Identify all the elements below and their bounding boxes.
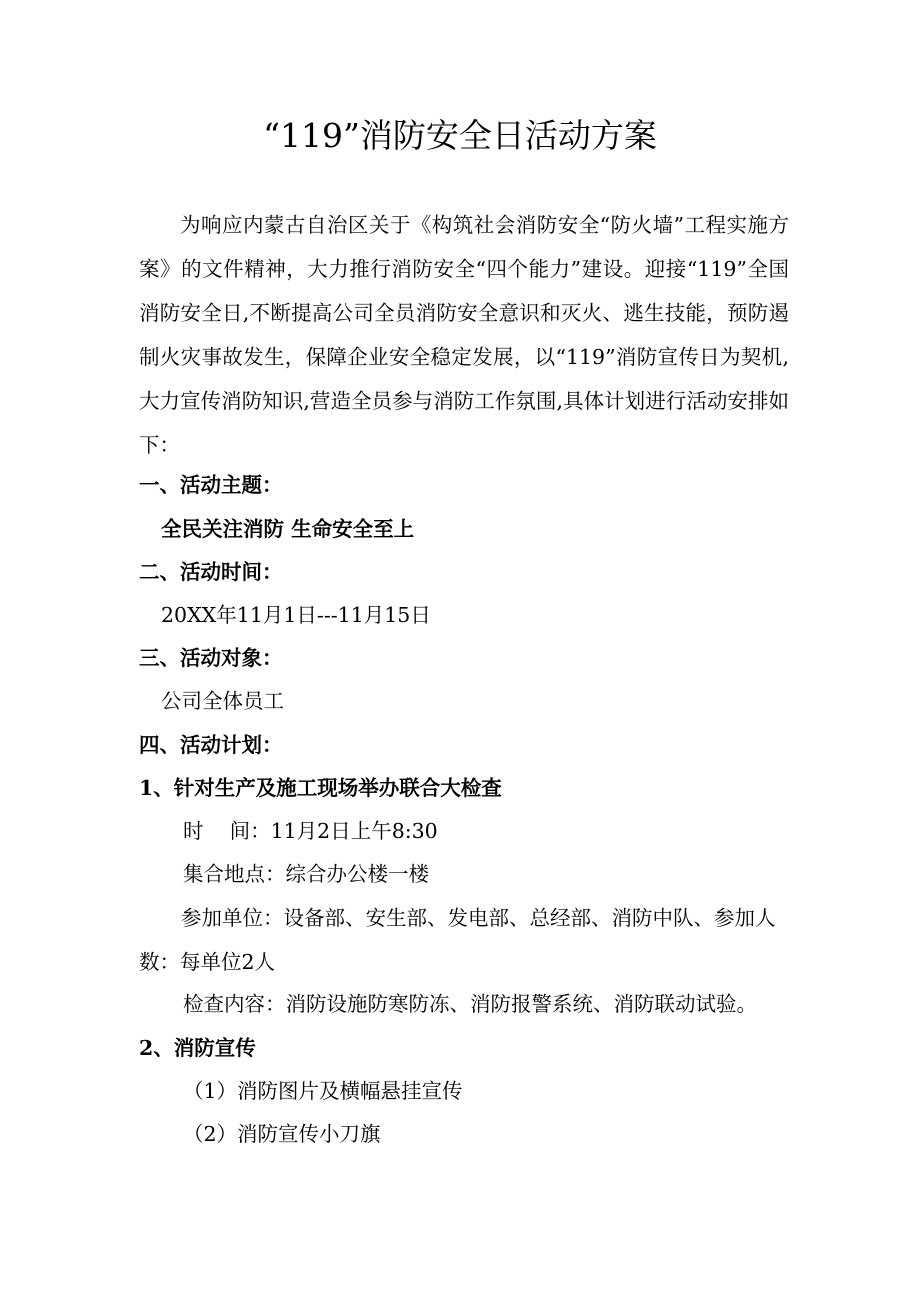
inspection-units: 参加单位：设备部、安生部、发电部、总经部、消防中队、参加人数：每单位2人 (139, 906, 776, 974)
time-content: 20XX年11月1日---11月15日 (161, 603, 431, 627)
plan-item-publicity-heading: 2、消防宣传 (139, 1036, 256, 1060)
publicity-sub-item-1: （1）消防图片及横幅悬挂宣传 (183, 1079, 463, 1103)
inspection-location: 集合地点：综合办公楼一楼 (183, 862, 429, 886)
publicity-sub-item-2: （2）消防宣传小刀旗 (183, 1122, 381, 1146)
theme-content: 全民关注消防 生命安全至上 (161, 517, 415, 541)
plan-item-inspection-heading: 1、针对生产及施工现场举办联合大检查 (139, 776, 502, 800)
section-heading-audience: 三、活动对象： (139, 646, 283, 670)
audience-content: 公司全体员工 (161, 689, 284, 713)
intro-paragraph: 为响应内蒙古自治区关于《构筑社会消防安全“防火墙”工程实施方案》的文件精神，大力推行消防安全“四个能力”建设。迎接“119”全国消防安全日,不断提高公司全员消防安全意识和灭火、逃生技能，预防遏制火灾事故发生，保障企业安全稳定发展，以“119”消防宣传日为契机,大力宣传消防知识,营造全员参与消防工作氛围,具体计划进行活动安排如下： (139, 213, 789, 457)
inspection-units-block (139, 896, 789, 984)
section-heading-theme: 一、活动主题： (139, 473, 283, 497)
intro-paragraph-block (139, 203, 789, 467)
document-title: “119”消防安全日活动方案 (263, 116, 657, 155)
section-heading-plan: 四、活动计划： (139, 733, 283, 757)
inspection-content: 检查内容：消防设施防寒防冻、消防报警系统、消防联动试验。 (183, 992, 757, 1016)
section-heading-time: 二、活动时间： (139, 560, 283, 584)
inspection-time: 时 间：11月2日上午8:30 (183, 819, 438, 843)
